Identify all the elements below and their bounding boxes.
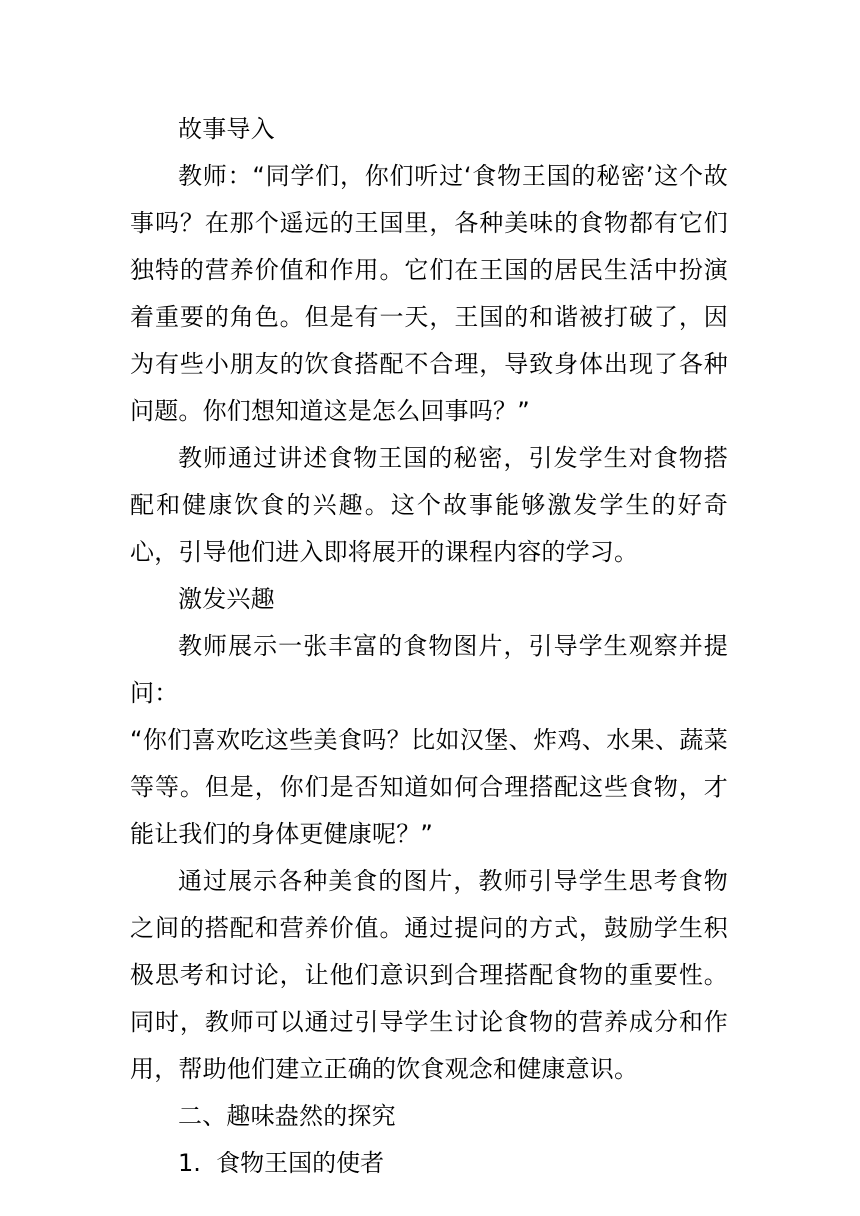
numbered-list-item — [130, 1140, 728, 1187]
story-purpose-paragraph: 教师通过讲述食物王国的秘密，引发学生对食物搭配和健康饮食的兴趣。这个故事能够激发学生的好奇心，引导他们进入即将展开的课程内容的学习。 — [130, 444, 728, 566]
document-body — [130, 106, 728, 1187]
section-heading-exploration: 二、趣味盎然的探究 — [178, 1102, 396, 1130]
teacher-story-quote: 教师：“同学们，你们听过‘食物王国的秘密’这个故事吗？在那个遥远的王国里，各种美味的食物都有它们独特的营养价值和作用。它们在王国的居民生活中扮演着重要的角色。但是有一天，王国的和谐被打破了，因为有些小朋友的饮食搭配不合理，导致身体出现了各种问题。你们想知道这是怎么回事吗？” — [130, 162, 728, 425]
section-heading-spark-interest: 激发兴趣 — [178, 585, 275, 613]
teacher-shows-picture-paragraph: 教师展示一张丰富的食物图片，引导学生观察并提问： — [130, 632, 728, 707]
list-item-text: 食物王国的使者 — [216, 1149, 385, 1177]
section-heading-story-intro: 故事导入 — [178, 115, 275, 143]
list-item-number: 1. — [178, 1149, 201, 1177]
teacher-question-quote: “你们喜欢吃这些美食吗？比如汉堡、炸鸡、水果、蔬菜等等。但是，你们是否知道如何合理搭配这些食物，才能让我们的身体更健康呢？” — [130, 726, 728, 848]
discussion-purpose-paragraph: 通过展示各种美食的图片，教师引导学生思考食物之间的搭配和营养价值。通过提问的方式，鼓励学生积极思考和讨论，让他们意识到合理搭配食物的重要性。同时，教师可以通过引导学生讨论食物的营养成分和作用，帮助他们建立正确的饮食观念和健康意识。 — [130, 867, 728, 1083]
